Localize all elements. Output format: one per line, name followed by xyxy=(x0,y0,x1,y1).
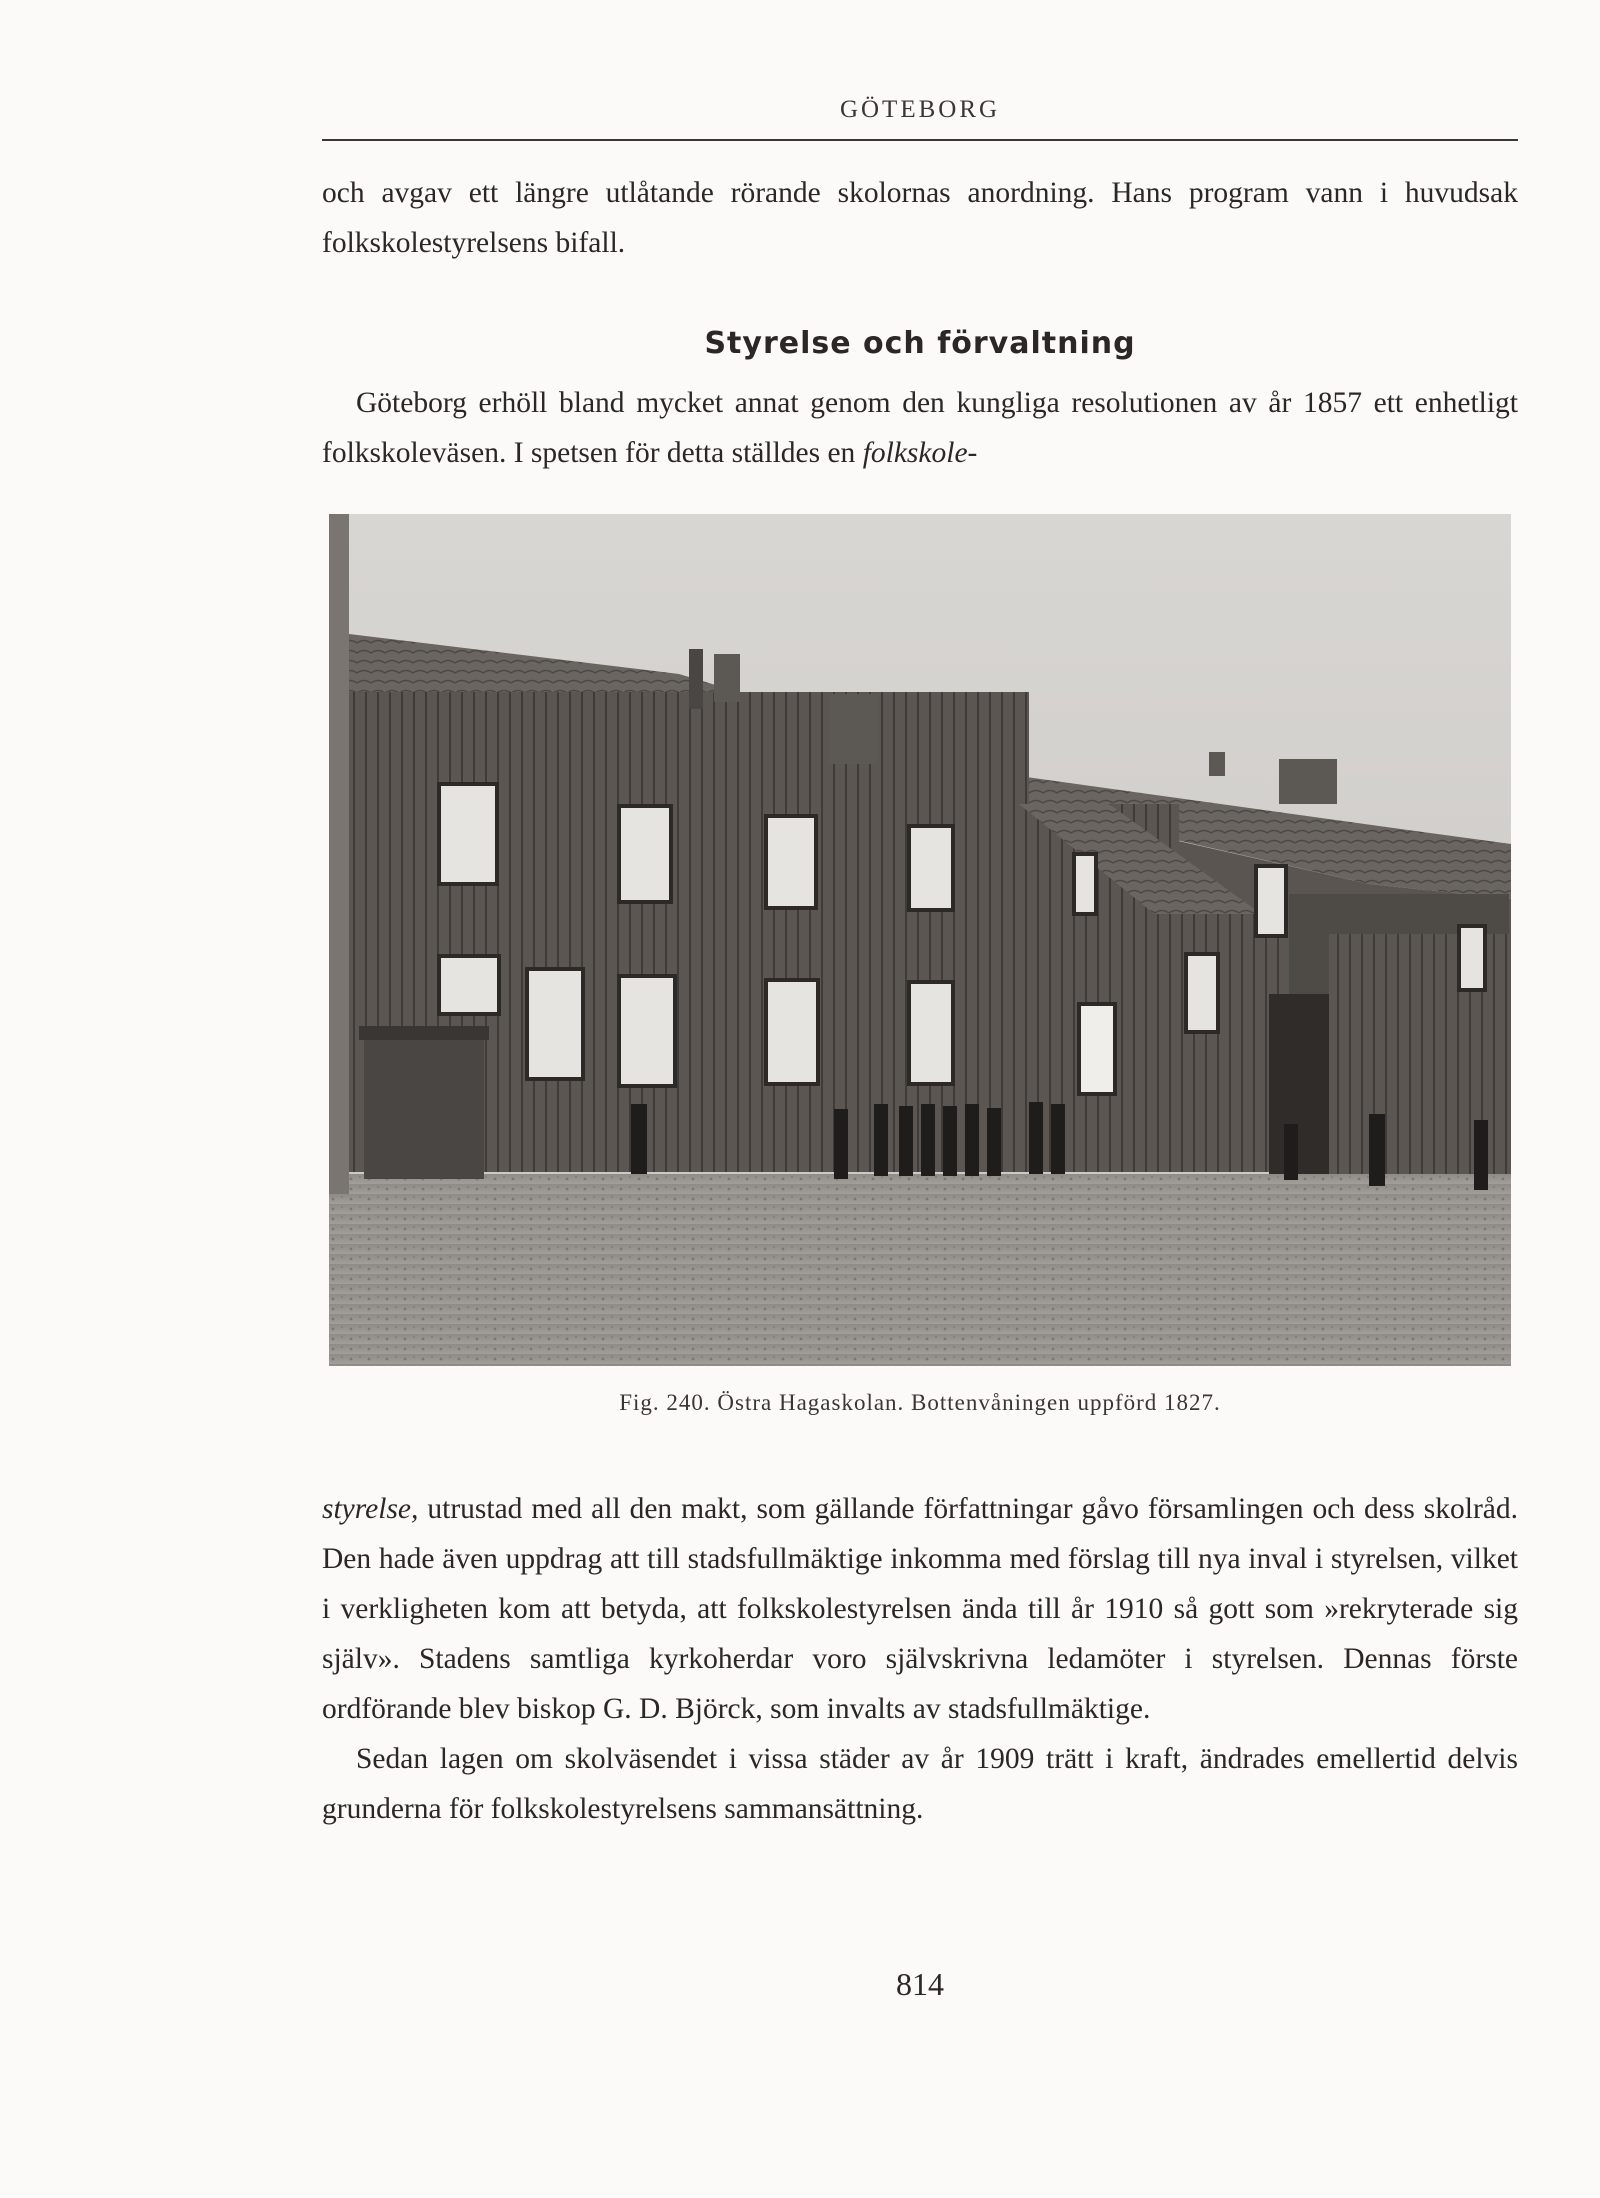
page-number: 814 xyxy=(896,1966,944,2002)
section-paragraph-text: Göteborg erhöll bland mycket annat genom den kungliga resolutionen av år 1857 ett enhetligt folkskoleväsen. I spetsen för detta ställdes en xyxy=(322,387,1518,469)
section-paragraph-block xyxy=(322,378,1518,478)
continuation-italic-word: styrelse, xyxy=(322,1493,419,1525)
intro-paragraph-block xyxy=(322,168,1518,268)
continuation-block xyxy=(322,1484,1518,1834)
school-building-photo xyxy=(329,514,1511,1366)
section-paragraph-hyphenated-word: folkskole- xyxy=(862,437,978,469)
section-paragraph xyxy=(322,378,1518,478)
header-rule xyxy=(322,139,1518,141)
figure-photograph xyxy=(329,514,1511,1366)
continuation-paragraph-2: Sedan lagen om skolväsendet i vissa städer av år 1909 trätt i kraft, ändrades emellertid delvis grunderna för folkskolestyrelsens sammansättning. xyxy=(322,1743,1518,1825)
continuation-paragraph-1 xyxy=(322,1484,1518,1734)
figure-caption: Fig. 240. Östra Hagaskolan. Bottenvåningen uppförd 1827. xyxy=(619,1390,1221,1415)
continuation-paragraph-1-text: utrustad med all den makt, som gällande författningar gåvo församlingen och dess skolråd. Den hade även uppdrag att till stadsfullmäktige inkomma med förslag till nya inval i styrelsen, vilket i verkligheten kom att betyda, att folkskolestyrelsen ända till år 1910 så gott som »rekryterade sig själv». Stadens samtliga kyrkoherdar voro självskrivna ledamöter i styrelsen. Dennas förste ordförande blev biskop G. D. Björck, som invalts av stadsfullmäktige. xyxy=(322,1493,1518,1725)
section-heading: Styrelse och förvaltning xyxy=(704,326,1136,361)
intro-paragraph: och avgav ett längre utlåtande rörande skolornas anordning. Hans program vann i huvudsak folkskolestyrelsens bifall. xyxy=(322,177,1518,259)
running-head: GÖTEBORG xyxy=(839,96,1001,123)
